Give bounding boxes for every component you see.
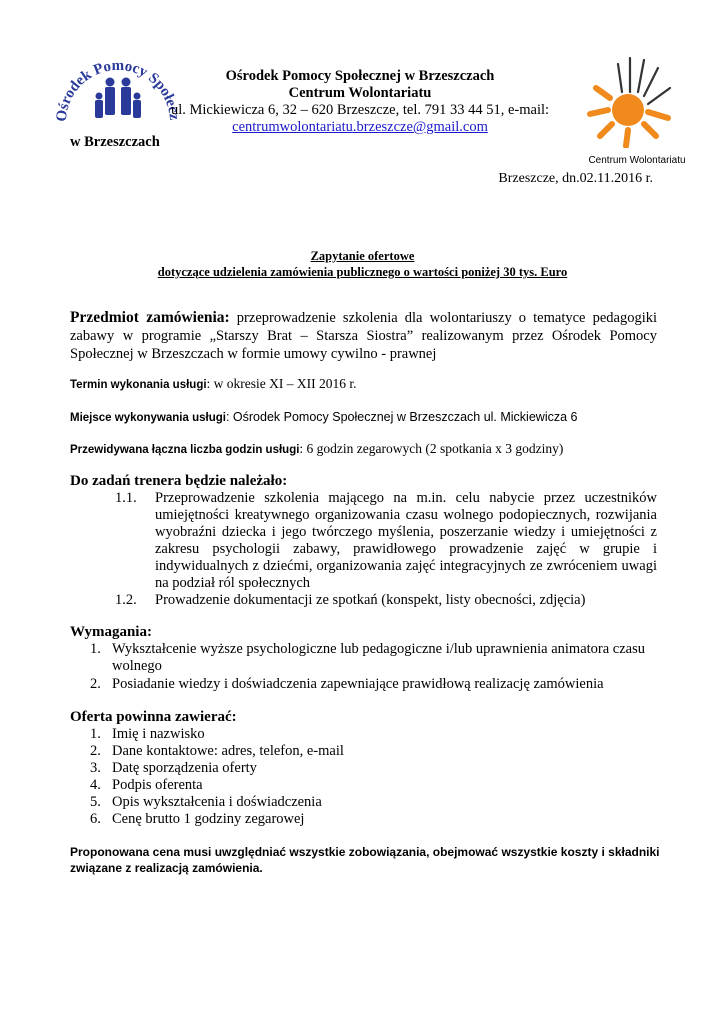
title-line-2: dotyczące udzielenia zamówienia publicznego o wartości poniżej 30 tys. Euro — [157, 265, 568, 279]
price-note: Proponowana cena musi uwzględniać wszystkie zobowiązania, obejmować wszystkie koszty i składniki związane z realizacją zamówienia. — [70, 845, 660, 875]
item-text: Podpis oferenta — [112, 777, 203, 793]
term-line — [70, 376, 670, 392]
logo-caption: Centrum Wolontariatu — [588, 155, 686, 166]
item-text: Opis wykształcenia i doświadczenia — [112, 794, 322, 810]
term-label: Termin wykonania usługi — [70, 379, 207, 391]
list-item — [90, 641, 657, 675]
title-line-1: Zapytanie ofertowe — [310, 249, 415, 263]
list-item — [90, 811, 657, 829]
item-text: Dane kontaktowe: adres, telefon, e-mail — [112, 743, 344, 759]
offer-heading: Oferta powinna zawierać: — [70, 709, 237, 725]
item-text: Posiadanie wiedzy i doświadczenia zapewniające prawidłową realizację zamówienia — [112, 676, 604, 692]
list-item — [90, 760, 657, 778]
subject-text: przeprowadzenie szkolenia dla wolontariuszy o tematyce pedagogiki zabawy w programie „Starszy Brat – Starsza Siostra” realizowanym przez Ośrodek Pomocy Społecznej w Brzeszczach w formie umowy cywilno - prawnej — [70, 310, 657, 362]
item-text: Wykształcenie wyższe psychologiczne lub pedagogiczne i/lub uprawnienia animatora czasu wolnego — [112, 641, 645, 674]
address-line: ul. Mickiewicza 6, 32 – 620 Brzeszcze, tel. 791 33 44 51, e-mail: — [170, 102, 550, 118]
hours-line — [70, 441, 670, 457]
requirements-heading: Wymagania: — [70, 624, 152, 640]
list-item — [90, 777, 657, 795]
item-number: 1.1. — [115, 490, 137, 506]
item-text: Przeprowadzenie szkolenia mającego na m.in. celu nabycie przez uczestników umiejętności kreatywnego organizowania czasu wolnego podopiecznych, rozwijania wyobraźni dziecka i jego twórczego myślenia, poszerzanie wiedzy i umiejętności z zakresu psychologii zabawy, prawidłowego prowadzenie zajęć w grupie i indywidualnych z dziećmi, organizowania zajęć integracyjnych ze zwróceniem uwagi na podział ról społecznych — [155, 490, 657, 591]
item-number: 4. — [90, 777, 101, 793]
org-name: Ośrodek Pomocy Społecznej w Brzeszczach — [225, 68, 495, 84]
email-link[interactable]: centrumwolontariatu.brzeszcze@gmail.com — [232, 119, 488, 135]
hours-value: : 6 godzin zegarowych (2 spotkania x 3 godziny) — [299, 441, 564, 456]
item-number: 2. — [90, 743, 101, 759]
tasks-heading: Do zadań trenera będzie należało: — [70, 473, 288, 489]
item-text: Cenę brutto 1 godziny zegarowej — [112, 811, 305, 827]
list-item — [90, 676, 657, 694]
document-title — [0, 248, 725, 280]
item-text: Datę sporządzenia oferty — [112, 760, 257, 776]
item-text: Imię i nazwisko — [112, 726, 205, 742]
list-item — [90, 794, 657, 812]
list-item — [115, 592, 657, 610]
hours-label: Przewidywana łączna liczba godzin usługi — [70, 444, 300, 456]
list-item — [115, 490, 657, 592]
document-date: Brzeszcze, dn.02.11.2016 r. — [498, 171, 653, 186]
list-item — [90, 743, 657, 761]
logo-arc-text: Ośrodek Pomocy Społe — [53, 57, 178, 123]
subject-label: Przedmiot zamówienia: — [70, 309, 230, 326]
center-name: Centrum Wolontariatu — [288, 85, 432, 101]
term-value: : w okresie XI – XII 2016 r. — [206, 376, 357, 391]
ops-logo — [48, 52, 178, 134]
item-number: 3. — [90, 760, 101, 776]
list-item — [90, 726, 657, 744]
subject-paragraph — [70, 309, 657, 363]
centrum-wolontariatu-logo — [578, 52, 696, 164]
item-number: 1.2. — [115, 592, 137, 608]
letterhead — [160, 68, 560, 136]
place-value: : Ośrodek Pomocy Społecznej w Brzeszczach ul. Mickiewicza 6 — [225, 410, 578, 424]
place-label: Miejsce wykonywania usługi — [70, 412, 226, 424]
logo-subtitle: w Brzeszczach — [70, 134, 160, 150]
item-number: 1. — [90, 726, 101, 742]
item-number: 1. — [90, 641, 101, 657]
place-line — [70, 409, 670, 425]
item-number: 6. — [90, 811, 101, 827]
item-text: Prowadzenie dokumentacji ze spotkań (konspekt, listy obecności, zdjęcia) — [155, 592, 586, 608]
item-number: 5. — [90, 794, 101, 810]
item-number: 2. — [90, 676, 101, 692]
